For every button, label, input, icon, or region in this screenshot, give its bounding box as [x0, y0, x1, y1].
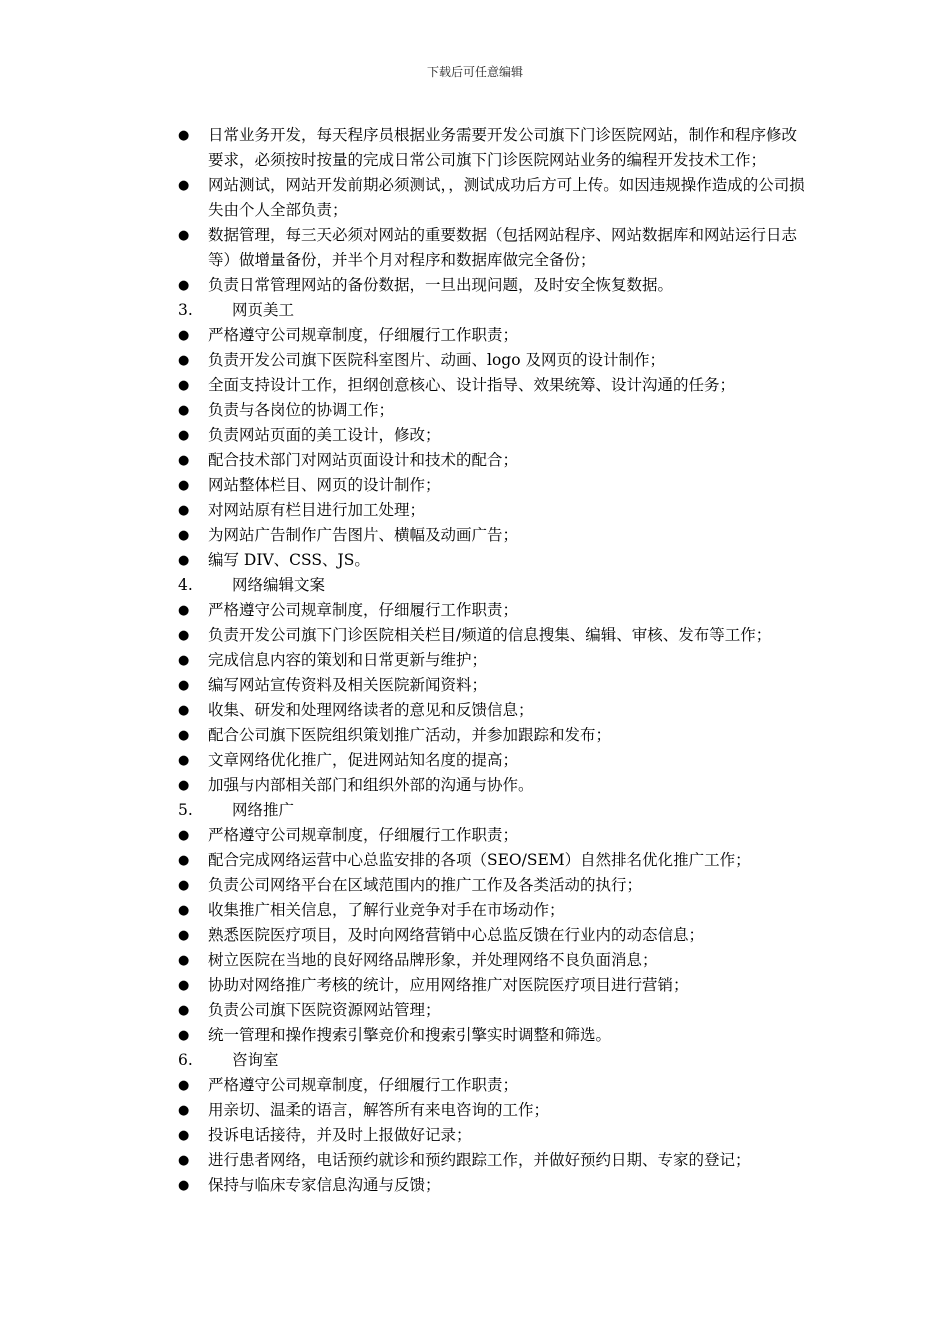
bullet-icon: ● [178, 678, 190, 693]
bullet-item [178, 973, 810, 998]
section-number: 6. [178, 1051, 193, 1069]
bullet-text: 负责与各岗位的协调工作； [208, 401, 395, 419]
bullet-icon: ● [178, 1078, 190, 1093]
bullet-text: 负责日常管理网站的备份数据，一旦出现问题，及时安全恢复数据。 [208, 276, 674, 294]
bullet-text: 严格遵守公司规章制度，仔细履行工作职责； [208, 826, 519, 844]
bullet-icon: ● [178, 1153, 190, 1168]
bullet-icon: ● [178, 128, 190, 143]
bullet-icon: ● [178, 1103, 190, 1118]
bullet-text: 统一管理和操作搜索引擎竞价和搜索引擎实时调整和筛选。 [208, 1026, 612, 1044]
bullet-text: 网站整体栏目、网页的设计制作； [208, 476, 441, 494]
bullet-text: 配合技术部门对网站页面设计和技术的配合； [208, 451, 519, 469]
bullet-item [178, 448, 810, 473]
section-number: 3. [178, 301, 193, 319]
bullet-icon: ● [178, 703, 190, 718]
bullet-icon: ● [178, 428, 190, 443]
bullet-item [178, 648, 810, 673]
bullet-item [178, 498, 810, 523]
bullet-text: 编写网站宣传资料及相关医院新闻资料； [208, 676, 488, 694]
bullet-item [178, 273, 810, 298]
bullet-text: 熟悉医院医疗项目，及时向网络营销中心总监反馈在行业内的动态信息； [208, 926, 705, 944]
bullet-item [178, 948, 810, 973]
bullet-text: 为网站广告制作广告图片、横幅及动画广告； [208, 526, 519, 544]
bullet-icon: ● [178, 628, 190, 643]
bullet-icon: ● [178, 353, 190, 368]
bullet-item [178, 123, 810, 173]
bullet-icon: ● [178, 1178, 190, 1193]
bullet-item [178, 348, 810, 373]
bullet-text: 进行患者网络，电话预约就诊和预约跟踪工作，并做好预约日期、专家的登记； [208, 1151, 751, 1169]
bullet-text: 加强与内部相关部门和组织外部的沟通与协作。 [208, 776, 534, 794]
bullet-item [178, 548, 810, 573]
bullet-icon: ● [178, 728, 190, 743]
bullet-icon: ● [178, 553, 190, 568]
bullet-icon: ● [178, 503, 190, 518]
bullet-icon: ● [178, 1003, 190, 1018]
bullet-item [178, 423, 810, 448]
bullet-icon: ● [178, 603, 190, 618]
bullet-icon: ● [178, 528, 190, 543]
bullet-icon: ● [178, 978, 190, 993]
bullet-icon: ● [178, 778, 190, 793]
bullet-icon: ● [178, 1028, 190, 1043]
bullet-text: 负责公司旗下医院资源网站管理； [208, 1001, 441, 1019]
bullet-text: 完成信息内容的策划和日常更新与维护； [208, 651, 488, 669]
bullet-item [178, 823, 810, 848]
bullet-text: 对网站原有栏目进行加工处理； [208, 501, 426, 519]
bullet-text: 配合公司旗下医院组织策划推广活动，并参加跟踪和发布； [208, 726, 612, 744]
bullet-item [178, 698, 810, 723]
bullet-item [178, 998, 810, 1023]
bullet-item [178, 673, 810, 698]
section-heading [178, 798, 810, 823]
bullet-item [178, 623, 810, 648]
bullet-text: 严格遵守公司规章制度，仔细履行工作职责； [208, 1076, 519, 1094]
bullet-text: 数据管理，每三天必须对网站的重要数据（包括网站程序、网站数据库和网站运行日志等）做增量备份，并半个月对程序和数据库做完全备份； [208, 226, 798, 269]
bullet-text: 文章网络优化推广，促进网站知名度的提高； [208, 751, 519, 769]
bullet-item [178, 1123, 810, 1148]
bullet-item [178, 223, 810, 273]
bullet-item [178, 598, 810, 623]
page-header: 下载后可任意编辑 [426, 65, 523, 79]
bullet-item [178, 923, 810, 948]
bullet-item [178, 523, 810, 548]
bullet-item [178, 848, 810, 873]
bullet-item [178, 773, 810, 798]
bullet-text: 收集推广相关信息，了解行业竞争对手在市场动作； [208, 901, 565, 919]
bullet-item [178, 1073, 810, 1098]
bullet-item [178, 898, 810, 923]
bullet-text: 严格遵守公司规章制度，仔细履行工作职责； [208, 601, 519, 619]
bullet-item [178, 1148, 810, 1173]
bullet-text: 负责开发公司旗下医院科室图片、动画、logo 及网页的设计制作； [208, 351, 665, 369]
bullet-text: 负责开发公司旗下门诊医院相关栏目/频道的信息搜集、编辑、审核、发布等工作； [208, 626, 772, 644]
bullet-icon: ● [178, 178, 190, 193]
bullet-text: 投诉电话接待，并及时上报做好记录； [208, 1126, 472, 1144]
bullet-icon: ● [178, 1128, 190, 1143]
bullet-item [178, 873, 810, 898]
bullet-text: 严格遵守公司规章制度，仔细履行工作职责； [208, 326, 519, 344]
bullet-item [178, 723, 810, 748]
bullet-text: 全面支持设计工作，担纲创意核心、设计指导、效果统筹、设计沟通的任务； [208, 376, 736, 394]
bullet-text: 网站测试，网站开发前期必须测试，，测试成功后方可上传。如因违规操作造成的公司损失由个人全部负责； [208, 176, 805, 219]
bullet-text: 协助对网络推广考核的统计，应用网络推广对医院医疗项目进行营销； [208, 976, 689, 994]
bullet-text: 树立医院在当地的良好网络品牌形象，并处理网络不良负面消息； [208, 951, 658, 969]
bullet-item [178, 473, 810, 498]
bullet-icon: ● [178, 378, 190, 393]
bullet-icon: ● [178, 928, 190, 943]
bullet-item [178, 1023, 810, 1048]
bullet-icon: ● [178, 278, 190, 293]
bullet-icon: ● [178, 653, 190, 668]
bullet-text: 收集、研发和处理网络读者的意见和反馈信息； [208, 701, 534, 719]
bullet-text: 负责公司网络平台在区域范围内的推广工作及各类活动的执行； [208, 876, 643, 894]
bullet-icon: ● [178, 903, 190, 918]
section-title: 网络推广 [232, 801, 295, 819]
bullet-item [178, 748, 810, 773]
section-heading [178, 1048, 810, 1073]
section-number: 4. [178, 576, 193, 594]
bullet-item [178, 1173, 810, 1198]
bullet-text: 配合完成网络运营中心总监安排的各项（SEO/SEM）自然排名优化推广工作； [208, 851, 751, 869]
bullet-icon: ● [178, 478, 190, 493]
document-body [178, 123, 810, 1198]
section-heading [178, 573, 810, 598]
bullet-icon: ● [178, 853, 190, 868]
bullet-icon: ● [178, 753, 190, 768]
bullet-item [178, 1098, 810, 1123]
section-title: 网页美工 [232, 301, 295, 319]
bullet-item [178, 398, 810, 423]
bullet-text: 编写 DIV、CSS、JS。 [208, 551, 370, 569]
bullet-icon: ● [178, 953, 190, 968]
bullet-text: 负责网站页面的美工设计，修改； [208, 426, 441, 444]
bullet-text: 用亲切、温柔的语言，解答所有来电咨询的工作； [208, 1101, 550, 1119]
bullet-item [178, 373, 810, 398]
bullet-icon: ● [178, 828, 190, 843]
section-title: 咨询室 [232, 1051, 279, 1069]
bullet-icon: ● [178, 878, 190, 893]
bullet-icon: ● [178, 228, 190, 243]
section-title: 网络编辑文案 [232, 576, 326, 594]
bullet-item [178, 173, 810, 223]
section-heading [178, 298, 810, 323]
bullet-text: 日常业务开发，每天程序员根据业务需要开发公司旗下门诊医院网站，制作和程序修改要求，必须按时按量的完成日常公司旗下门诊医院网站业务的编程开发技术工作； [208, 126, 798, 169]
bullet-text: 保持与临床专家信息沟通与反馈； [208, 1176, 441, 1194]
bullet-icon: ● [178, 328, 190, 343]
bullet-icon: ● [178, 453, 190, 468]
section-number: 5. [178, 801, 193, 819]
bullet-icon: ● [178, 403, 190, 418]
bullet-item [178, 323, 810, 348]
